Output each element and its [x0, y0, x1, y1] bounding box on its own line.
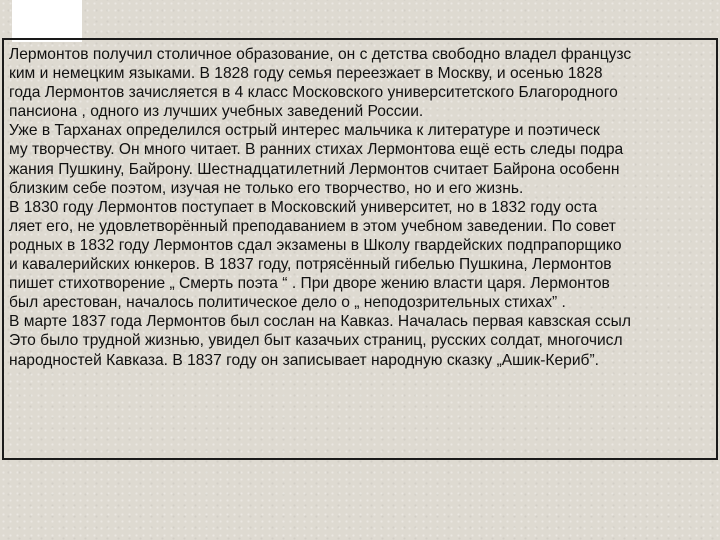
text-line: Лермонтов получил столичное образование, он с детства свободно владел французс — [9, 46, 632, 63]
text-line: пансиона , одного из лучших учебных заведений России. — [9, 103, 424, 121]
document-body — [9, 45, 718, 370]
white-tab-decoration — [12, 0, 82, 42]
text-line: Уже в Тарханах определился острый интерес мальчика к литературе и поэтическ — [9, 122, 600, 140]
text-line: родных в 1832 году Лермонтов сдал экзамены в Школу гвардейских подпрапорщико — [9, 236, 622, 254]
text-line: му творчеству. Он много читает. В ранних стихах Лермонтова ещё есть следы подра — [9, 141, 624, 159]
text-line: ляет его, не удовлетворённый преподаванием в этом учебном заведении. По совет — [9, 217, 616, 235]
text-line: пишет стихотворение „ Смерть поэта “ . При дворе жению власти царя. Лермонтов — [9, 275, 610, 293]
text-line: В марте 1837 года Лермонтов был сослан на Кавказ. Началась первая кавзская ссыл — [9, 313, 631, 331]
text-line: жания Пушкину, Байрону. Шестнадцатилетний Лермонтов считает Байрона особенн — [9, 160, 620, 178]
text-line: и кавалерийских юнкеров. В 1837 году, потрясённый гибелью Пушкина, Лермонтов — [9, 256, 612, 274]
text-line: года Лермонтов зачисляется в 4 класс Московского университетского Благородного — [9, 84, 618, 102]
text-line: близким себе поэтом, изучая не только его творчество, но и его жизнь. — [9, 179, 524, 197]
text-line: народностей Кавказа. В 1837 году он записывает народную сказку „Ашик-Кериб”. — [9, 351, 599, 369]
top-background-strip — [0, 0, 720, 38]
text-line: ким и немецким языками. В 1828 году семья переезжает в Москву, и осенью 1828 — [9, 65, 603, 83]
text-line: В 1830 году Лермонтов поступает в Московский университет, но в 1832 году оста — [9, 198, 598, 216]
text-frame — [2, 38, 718, 460]
text-line: был арестован, началось политическое дело о „ неподозрительных стихах” . — [9, 294, 566, 312]
text-line: Это было трудной жизнью, увидел быт казачьих страниц, русских солдат, многочисл — [9, 332, 623, 350]
